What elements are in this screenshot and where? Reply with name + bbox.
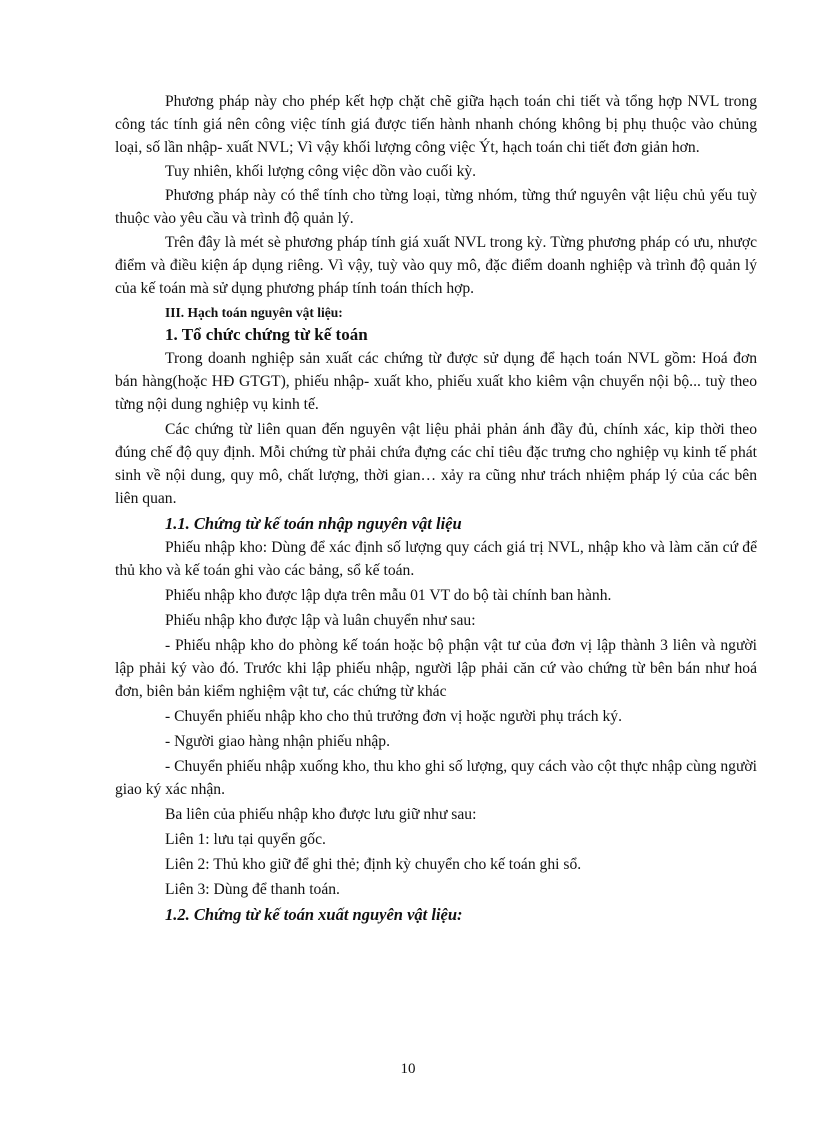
paragraph-method-advantages: Phương pháp này cho phép kết hợp chặt chẽ giữa hạch toán chi tiết và tổng hợp NVL trong công tác tính giá nên công việc tính giá được tiến hành nhanh chóng không bị phụ thuộc vào chủng loại, số lần nhập- xuất NVL; Vì vậy khối lượng công việc Ýt, hạch toán chi tiết đơn giản hơn. (115, 93, 757, 156)
paragraph-receipt-template: Phiếu nhập kho được lập dựa trên mẫu 01 VT do bộ tài chính ban hành. (165, 587, 612, 604)
paragraph-receipt-flow-intro: Phiếu nhập kho được lập và luân chuyển như sau: (165, 612, 476, 629)
paragraph-documents-used: Trong doanh nghiệp sản xuất các chứng từ được sử dụng để hạch toán NVL gồm: Hoá đơn bán hàng(hoặc HĐ GTGT), phiếu nhập- xuất kho, phiếu xuất kho kiêm vận chuyển nội bộ... tuỳ theo từng nội dung nghiệp vụ kinh tế. (115, 350, 757, 413)
heading-1-1: 1.1. Chứng từ kế toán nhập nguyên vật liệu (165, 514, 462, 533)
paragraph-receipt-step-3: - Người giao hàng nhận phiếu nhập. (165, 733, 390, 750)
paragraph-receipt-definition: Phiếu nhập kho: Dùng để xác định số lượng quy cách giá trị NVL, nhập kho và làm căn cứ để thủ kho và kế toán ghi vào các bảng, sổ kế toán. (115, 539, 757, 579)
paragraph-however: Tuy nhiên, khối lượng công việc dồn vào cuối kỳ. (165, 163, 477, 180)
document-page (115, 90, 757, 927)
page-number: 10 (400, 1061, 416, 1077)
paragraph-receipt-step-1: - Phiếu nhập kho do phòng kế toán hoặc bộ phận vật tư của đơn vị lập thành 3 liên và người lập phải ký vào đó. Trước khi lập phiếu nhập, người lập phải căn cứ vào chứng từ bên bán như hoá đơn, biên bản kiểm nghiệm vật tư, các chứng từ khác (115, 637, 757, 700)
paragraph-copy-2: Liên 2: Thủ kho giữ để ghi thẻ; định kỳ chuyển cho kế toán ghi sổ. (165, 856, 582, 873)
heading-1: 1. Tổ chức chứng từ kế toán (165, 325, 368, 344)
paragraph-copies-intro: Ba liên của phiếu nhập kho được lưu giữ như sau: (165, 806, 477, 823)
paragraph-copy-3: Liên 3: Dùng để thanh toán. (165, 881, 340, 898)
heading-1-2: 1.2. Chứng từ kế toán xuất nguyên vật liệu: (165, 905, 463, 924)
paragraph-receipt-step-4: - Chuyển phiếu nhập xuống kho, thu kho ghi số lượng, quy cách vào cột thực nhập cùng người giao ký xác nhận. (115, 758, 757, 798)
paragraph-copy-1: Liên 1: lưu tại quyển gốc. (165, 831, 326, 848)
paragraph-documents-requirements: Các chứng từ liên quan đến nguyên vật liệu phải phản ánh đầy đủ, chính xác, kip thời theo đúng chế độ quy định. Mỗi chứng từ phải chứa đựng các chỉ tiêu đặc trưng cho nghiệp vụ kinh tế phát sinh về nội dung, quy mô, chất lượng, thời gian… xảy ra cũng như trách nhiệm pháp lý của các bên liên quan. (115, 421, 757, 507)
paragraph-summary: Trên đây là mét sè phương pháp tính giá xuất NVL trong kỳ. Từng phương pháp có ưu, nhược điểm và điều kiện áp dụng riêng. Vì vậy, tuỳ vào quy mô, đặc điểm doanh nghiệp và trình độ quản lý của kế toán mà sử dụng phương pháp tính toán thích hợp. (115, 234, 757, 297)
paragraph-method-scope: Phương pháp này có thể tính cho từng loại, từng nhóm, từng thứ nguyên vật liệu chủ yếu tuỳ thuộc vào yêu cầu và trình độ quản lý. (115, 187, 757, 227)
section-heading: III. Hạch toán nguyên vật liệu: (165, 305, 343, 320)
paragraph-receipt-step-2: - Chuyển phiếu nhập kho cho thủ trưởng đơn vị hoặc người phụ trách ký. (165, 708, 622, 725)
